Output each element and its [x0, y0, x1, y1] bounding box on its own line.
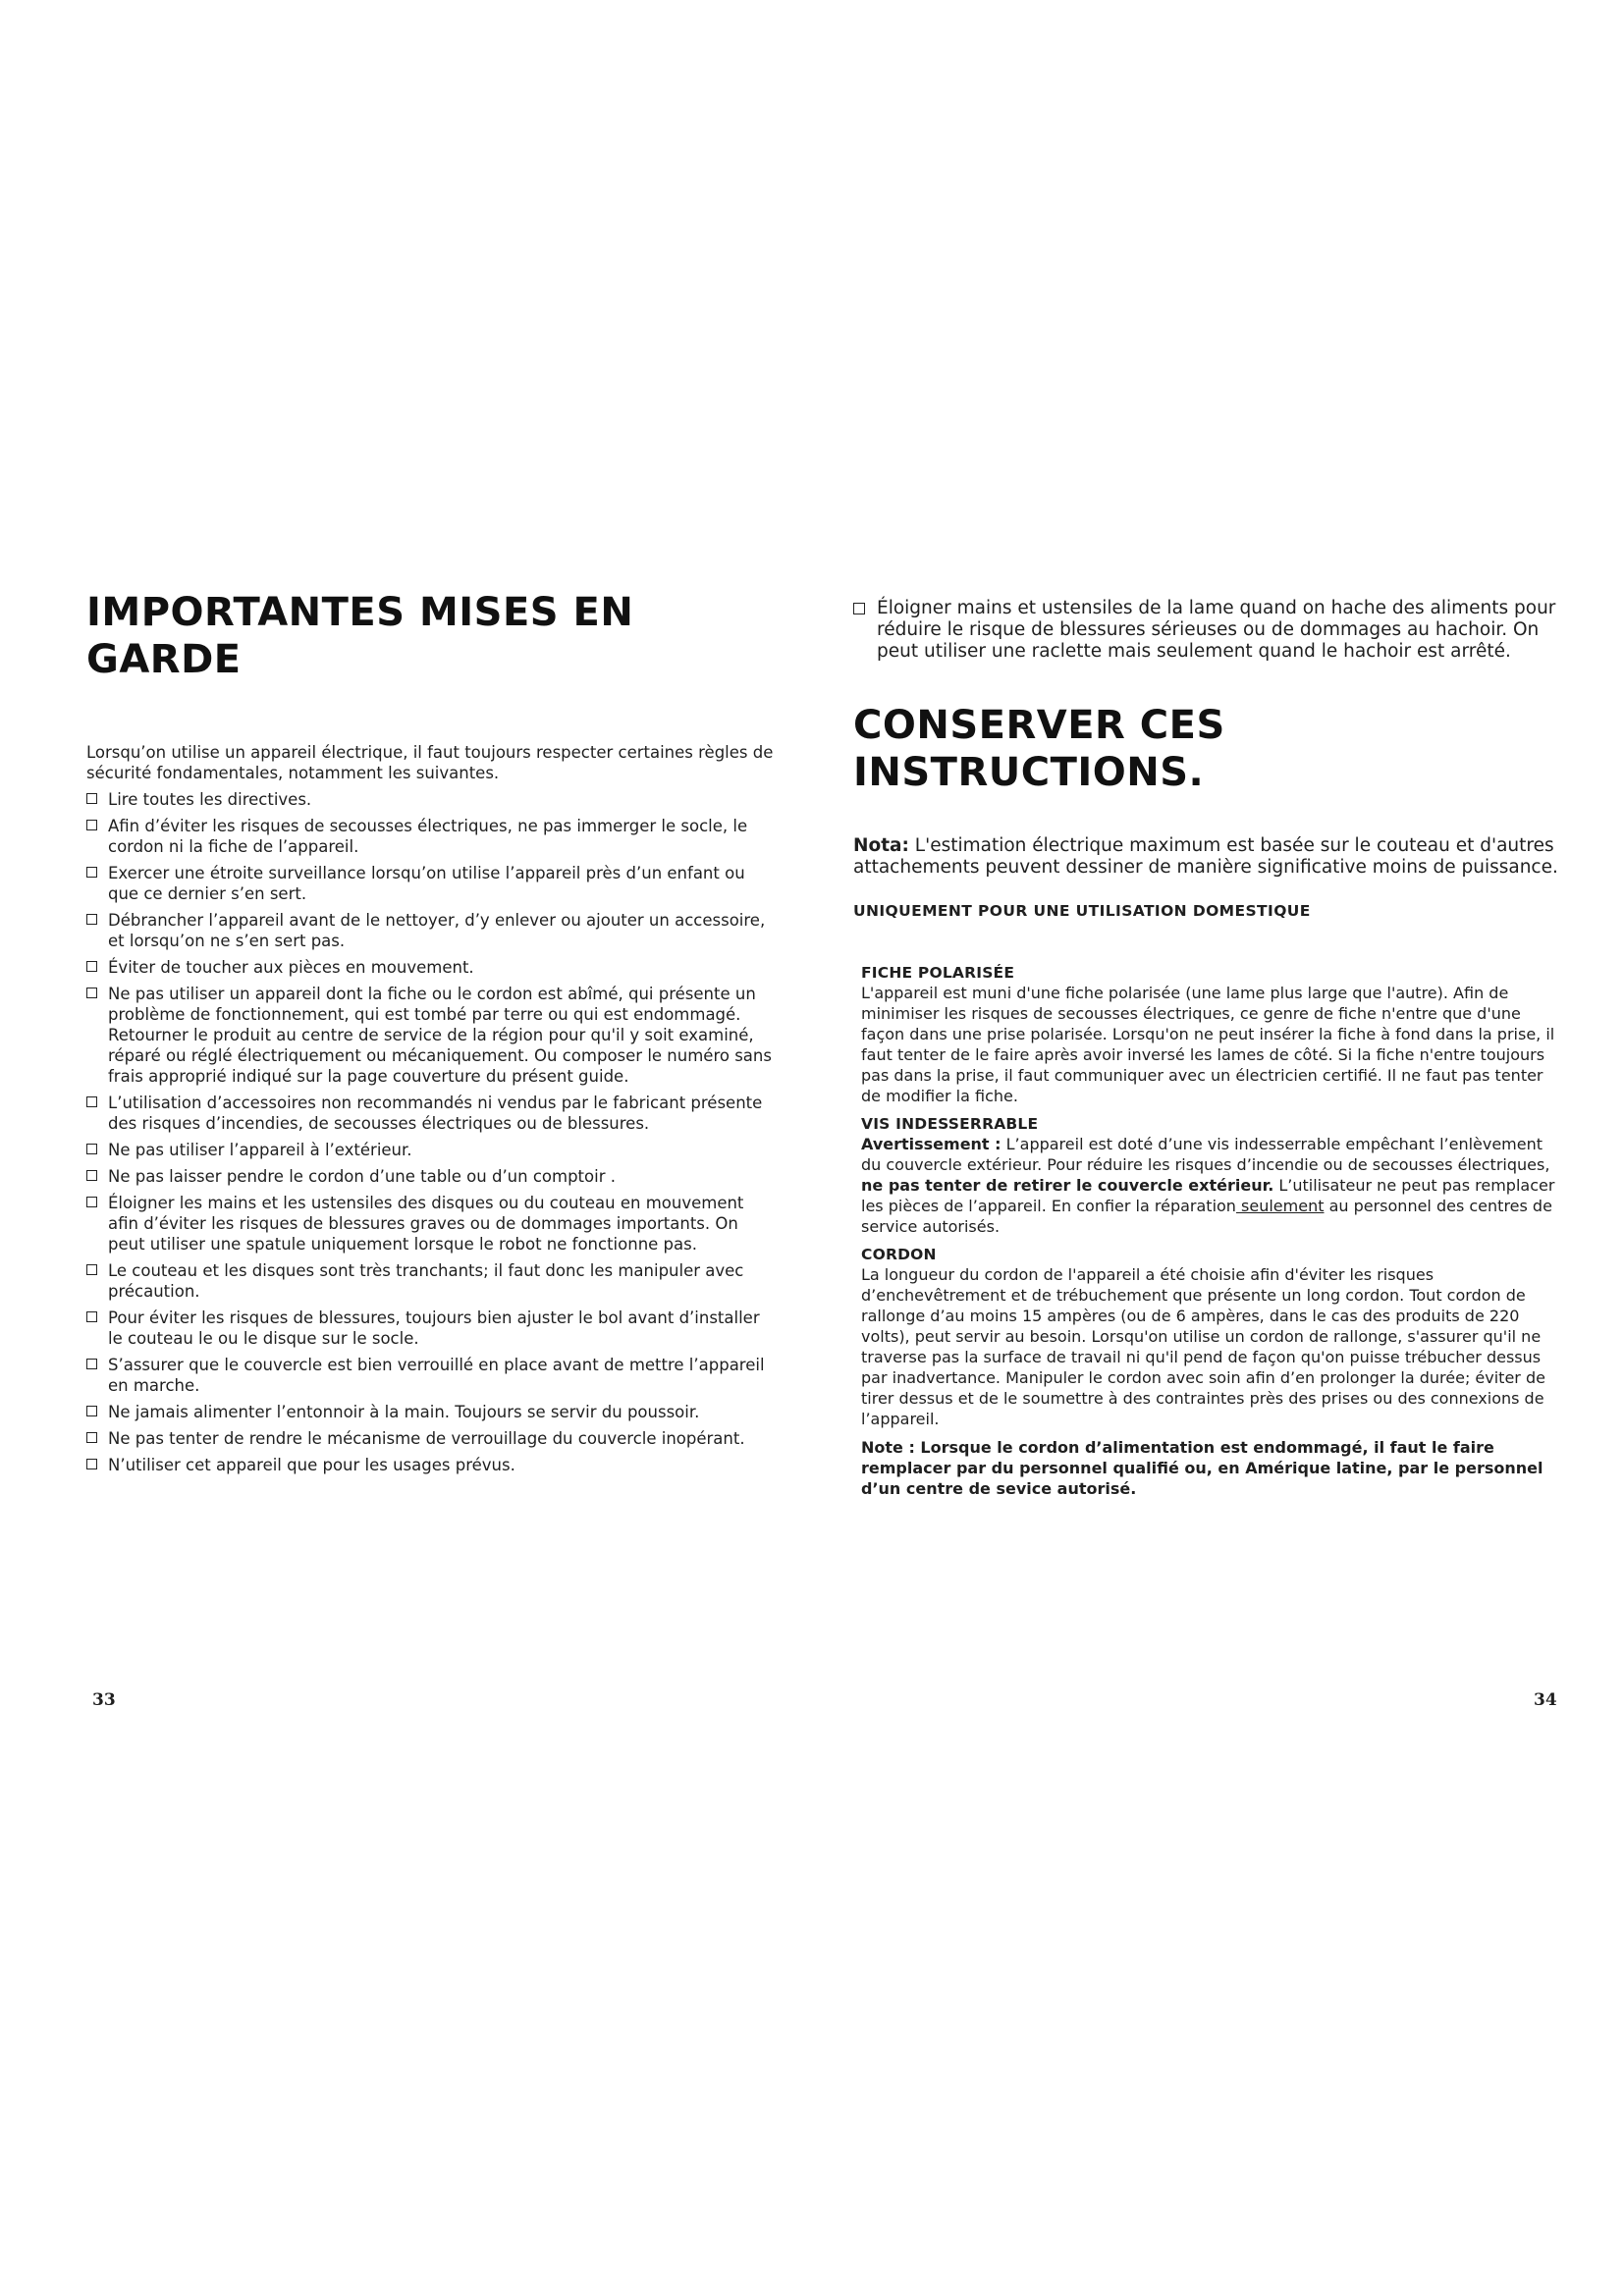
list-item	[86, 1260, 779, 1302]
list-item-text: Ne pas laisser pendre le cordon d’une table ou d’un comptoir .	[108, 1167, 616, 1186]
list-item	[86, 863, 779, 904]
list-item	[86, 789, 779, 810]
safety-checklist	[86, 789, 779, 1475]
checkbox-icon	[86, 1170, 97, 1181]
final-note: Note : Lorsque le cordon d’alimentation est endommagé, il faut le faire remplacer par du personnel qualifié ou, en Amérique latine, par le personnel d’un centre de sevice autorisé.	[861, 1438, 1543, 1498]
list-item	[86, 816, 779, 857]
list-item	[853, 598, 1558, 663]
warning-label: Avertissement :	[861, 1135, 1001, 1153]
checkbox-icon	[86, 1144, 97, 1154]
checkbox-icon	[86, 1459, 97, 1469]
checkbox-icon	[86, 1311, 97, 1322]
list-item-text: Débrancher l’appareil avant de le nettoyer, d’y enlever ou ajouter un accessoire, et lorsqu’on ne s’en sert pas.	[108, 911, 766, 950]
checkbox-icon	[86, 961, 97, 972]
list-item-text: Ne pas utiliser l’appareil à l’extérieur.	[108, 1141, 412, 1159]
list-item-text: Exercer une étroite surveillance lorsqu’on utilise l’appareil près d’un enfant ou que ce dernier s’en sert.	[108, 864, 745, 903]
list-item	[86, 1193, 779, 1255]
list-item-text: Éloigner mains et ustensiles de la lame quand on hache des aliments pour réduire le risque de blessures sérieuses ou de dommages au hachoir. On peut utiliser une raclette mais seulement quand le hachoir est arrêté.	[877, 598, 1556, 662]
list-item	[86, 1455, 779, 1475]
checkbox-icon	[86, 1264, 97, 1275]
text-run: L’appareil est doté d’une vis indesserrable empêchant l’enlèvement du couvercle extérieur. Pour réduire les risques d’incendie ou de secousses électriques,	[861, 1135, 1550, 1174]
nota-paragraph	[853, 835, 1558, 879]
section-vis	[861, 1114, 1558, 1237]
checkbox-icon	[86, 820, 97, 830]
safety-checklist-continued	[853, 598, 1558, 663]
checkbox-icon	[853, 603, 865, 614]
nota-label: Nota:	[853, 835, 909, 856]
page-number-left: 33	[92, 1690, 116, 1710]
list-item-text: Lire toutes les directives.	[108, 790, 312, 809]
page-number-right: 34	[1534, 1690, 1557, 1710]
list-item	[86, 984, 779, 1087]
list-item	[86, 1402, 779, 1422]
checkbox-icon	[86, 1359, 97, 1369]
checkbox-icon	[86, 867, 97, 878]
list-item-text: Éloigner les mains et les ustensiles des disques ou du couteau en mouvement afin d’éviter les risques de blessures graves ou de dommages importants. On peut utiliser une spatule uniquement lorsque le robot ne fonctionne pas.	[108, 1194, 744, 1254]
list-item	[86, 1355, 779, 1396]
list-item	[86, 1428, 779, 1449]
text-run: au personnel des centres de service autorisés.	[861, 1197, 1552, 1236]
list-item-text: Ne jamais alimenter l’entonnoir à la main. Toujours se servir du poussoir.	[108, 1403, 700, 1421]
section-text: La longueur du cordon de l'appareil a été choisie afin d'éviter les risques d’enchevêtrement et de trébuchement que présente un long cordon. Tout cordon de rallonge d’au moins 15 ampères (ou de 6 ampères, dans le cas des produits de 220 volts), peut servir au besoin. Lorsqu'on utilise un cordon de rallonge, s'assurer qu'il ne traverse pas la surface de travail ni qu'il pend de façon qu'on puisse trébucher dessus par inadvertance. Manipuler le cordon avec soin afin d’en prolonger la durée; éviter de tirer dessus et de le soumettre à des contraintes près des prises ou des connexions de l’appareil.	[861, 1265, 1545, 1428]
bold-text-run: ne pas tenter de retirer le couvercle extérieur.	[861, 1176, 1274, 1195]
list-item-text: Pour éviter les risques de blessures, toujours bien ajuster le bol avant d’installer le couteau le ou le disque sur le socle.	[108, 1308, 760, 1348]
nota-text: L'estimation électrique maximum est basée sur le couteau et d'autres attachements peuvent dessiner de manière significative moins de puissance.	[853, 835, 1558, 878]
section-fiche	[861, 963, 1558, 1106]
list-item-text: L’utilisation d’accessoires non recommandés ni vendus par le fabricant présente des risques d’incendies, de secousses électriques ou de blessures.	[108, 1094, 763, 1133]
domestic-use-heading: UNIQUEMENT POUR UNE UTILISATION DOMESTIQUE	[853, 902, 1311, 920]
list-item	[86, 1140, 779, 1160]
list-item-text: Le couteau et les disques sont très tranchants; il faut donc les manipuler avec précaution.	[108, 1261, 744, 1301]
list-item-text: Éviter de toucher aux pièces en mouvement.	[108, 958, 474, 977]
section-heading: CORDON	[861, 1246, 937, 1263]
list-item-text: Ne pas tenter de rendre le mécanisme de verrouillage du couvercle inopérant.	[108, 1429, 745, 1448]
checkbox-icon	[86, 988, 97, 998]
left-page	[86, 589, 779, 1481]
list-item	[86, 910, 779, 951]
conserve-instructions-title: CONSERVER CES INSTRUCTIONS.	[853, 703, 1225, 795]
section-heading: VIS INDESSERRABLE	[861, 1115, 1039, 1133]
right-page	[853, 598, 1558, 1499]
checkbox-icon	[86, 1406, 97, 1416]
checkbox-icon	[86, 914, 97, 925]
intro-text: Lorsqu’on utilise un appareil électrique, il faut toujours respecter certaines règles de sécurité fondamentales, notamment les suivantes.	[86, 743, 774, 782]
section-heading: FICHE POLARISÉE	[861, 964, 1015, 982]
list-item-text: Afin d’éviter les risques de secousses électriques, ne pas immerger le socle, le cordon ni la fiche de l’appareil.	[108, 817, 748, 856]
checkbox-icon	[86, 1432, 97, 1443]
list-item-text: S’assurer que le couvercle est bien verrouillé en place avant de mettre l’appareil en marche.	[108, 1356, 765, 1395]
checkbox-icon	[86, 1197, 97, 1207]
list-item	[86, 1166, 779, 1187]
page-title: IMPORTANTES MISES EN GARDE	[86, 590, 634, 682]
list-item	[86, 1093, 779, 1134]
list-item-text: N’utiliser cet appareil que pour les usages prévus.	[108, 1456, 515, 1474]
text-run: L’utilisateur ne peut pas remplacer les pièces de l’appareil. En confier la réparation	[861, 1176, 1555, 1215]
checkbox-icon	[86, 1096, 97, 1107]
section-text	[861, 1134, 1558, 1237]
section-text: L'appareil est muni d'une fiche polarisée (une lame plus large que l'autre). Afin de minimiser les risques de secousses électriques, ce genre de fiche n'entre que d'une façon dans une prise polarisée. Lorsqu'on ne peut insérer la fiche à fond dans la prise, il faut tenter de le faire après avoir inversé les lames de côté. Si la fiche n'entre toujours pas dans la prise, il faut communiquer avec un électricien certifié. Il ne faut pas tenter de modifier la fiche.	[861, 984, 1555, 1105]
section-cordon	[861, 1245, 1558, 1429]
list-item-text: Ne pas utiliser un appareil dont la fiche ou le cordon est abîmé, qui présente un problème de fonctionnement, qui est tombé par terre ou qui est endommagé. Retourner le produit au centre de service de la région pour qu'il y soit examiné, réparé ou réglé électriquement ou mécaniquement. Ou composer le numéro sans frais approprié indiqué sur la page couverture du présent guide.	[108, 985, 772, 1086]
list-item	[86, 1308, 779, 1349]
underlined-text-run: seulement	[1235, 1197, 1325, 1215]
checkbox-icon	[86, 793, 97, 804]
list-item	[86, 957, 779, 978]
